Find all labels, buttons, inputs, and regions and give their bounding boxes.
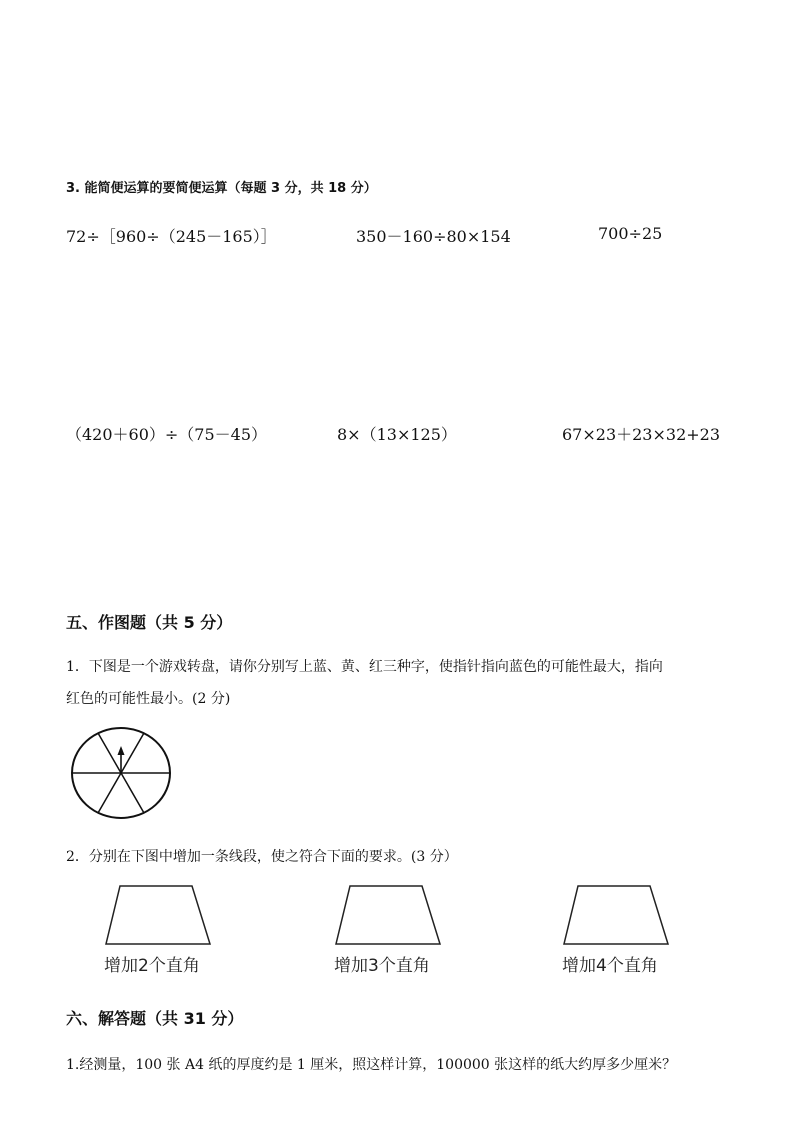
trapezoid-2-caption: 增加3个直角	[334, 956, 430, 976]
section-5-heading: 五、作图题（共 5 分）	[66, 613, 233, 632]
section-5-q1-line2: 红色的可能性最小。(2 分)	[66, 691, 231, 707]
trapezoid-3-caption: 增加4个直角	[562, 956, 658, 976]
section-6-heading: 六、解答题（共 31 分）	[66, 1009, 244, 1028]
trapezoid-1-caption: 增加2个直角	[104, 956, 200, 976]
section-5-q2: 2．分别在下图中增加一条线段，使之符合下面的要求。(3 分）	[66, 849, 458, 865]
question-3-title: 3. 能简便运算的要简便运算（每题 3 分，共 18 分）	[66, 181, 377, 196]
trapezoid-3	[558, 884, 674, 948]
expression-3: 700÷25	[598, 224, 663, 243]
section-5-q1-line1: 1．下图是一个游戏转盘，请你分别写上蓝、黄、红三种字，使指针指向蓝色的可能性最大，指向	[66, 659, 663, 675]
spinner-wheel	[68, 724, 174, 822]
expression-2: 350－160÷80×154	[356, 227, 511, 246]
expression-5: 8×（13×125）	[337, 425, 457, 444]
expression-4: （420＋60）÷（75－45）	[66, 425, 268, 444]
expression-6: 67×23＋23×32+23	[562, 425, 721, 444]
trapezoid-2	[330, 884, 446, 948]
section-6-q1: 1.经测量，100 张 A4 纸的厚度约是 1 厘米，照这样计算，100000 张这样的纸大约厚多少厘米？	[66, 1057, 677, 1073]
trapezoid-1	[100, 884, 216, 948]
expression-1: 72÷［960÷（245－165）］	[66, 227, 277, 246]
